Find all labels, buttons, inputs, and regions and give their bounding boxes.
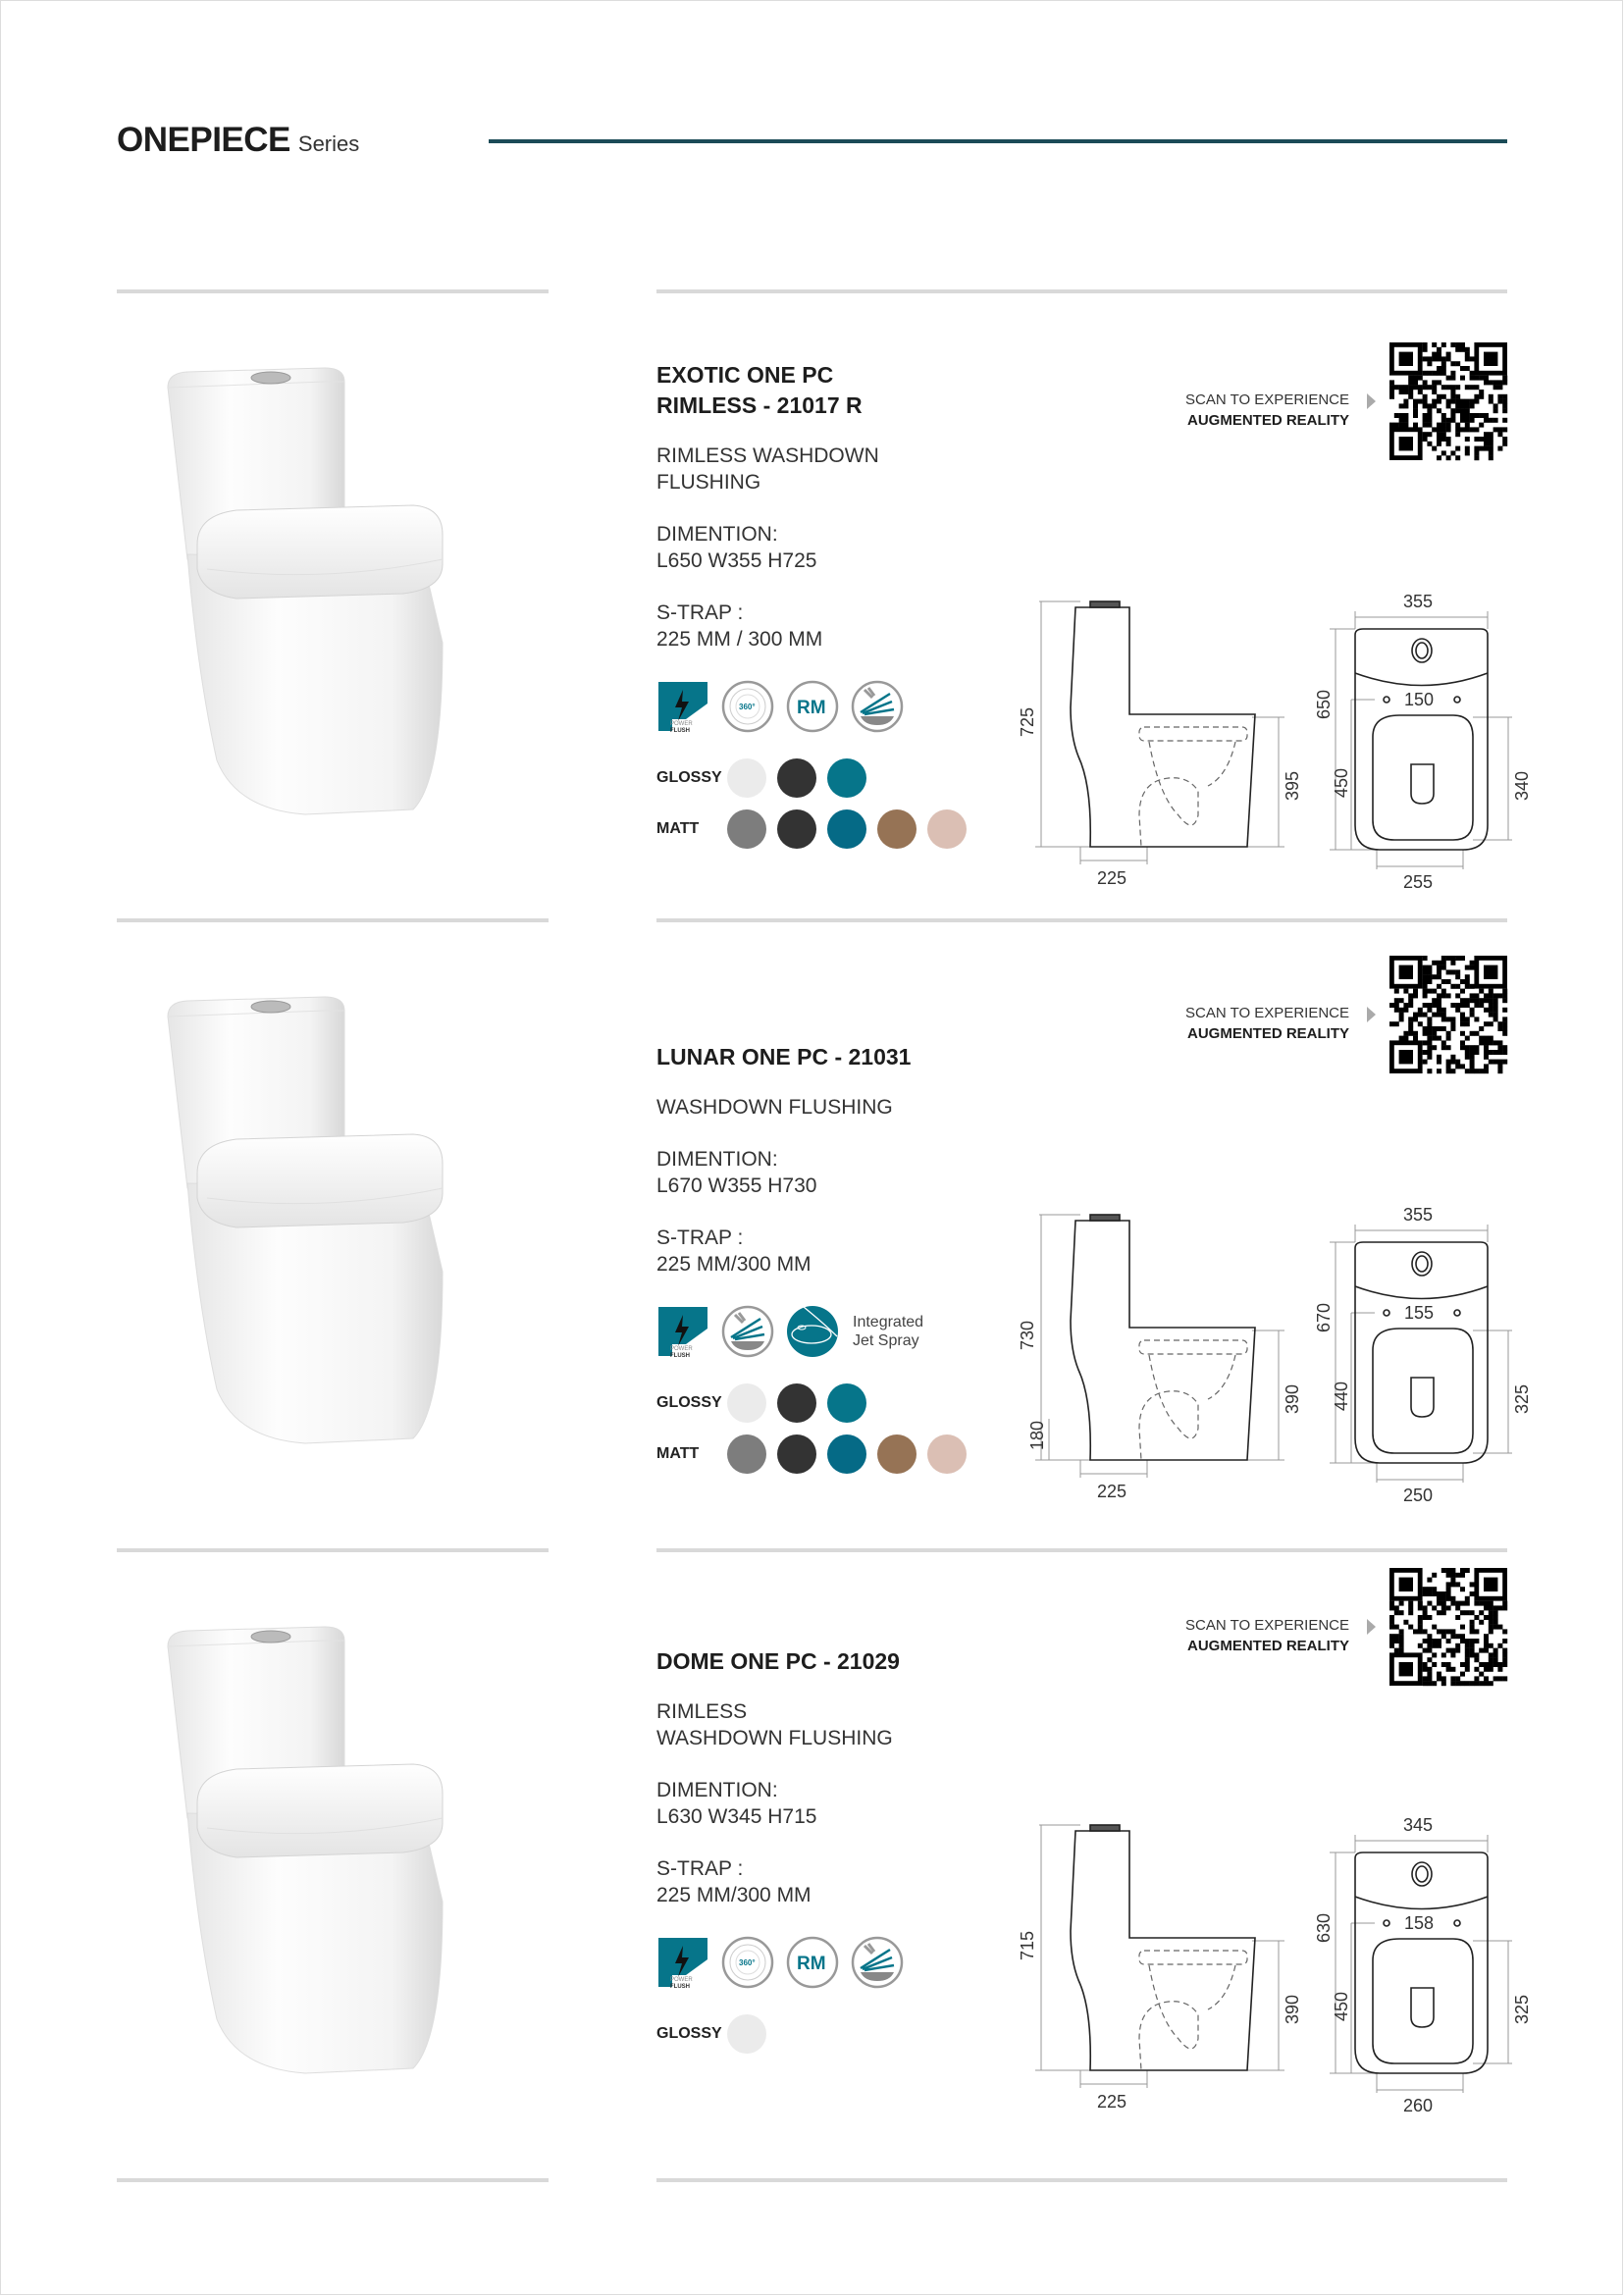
color-swatch[interactable] [927, 1434, 967, 1474]
hand-spray-icon [721, 1305, 774, 1358]
svg-text:225: 225 [1097, 868, 1127, 888]
arrow-right-icon [1367, 1007, 1376, 1022]
color-swatch[interactable] [827, 758, 866, 798]
svg-text:355: 355 [1403, 1205, 1434, 1225]
flushing-type: WASHDOWN FLUSHING [656, 1096, 893, 1119]
color-swatch[interactable] [827, 1434, 866, 1474]
svg-text:395: 395 [1283, 770, 1302, 801]
ar-scan-text: SCAN TO EXPERIENCE AUGMENTED REALITY [1185, 1005, 1349, 1042]
color-swatch[interactable] [777, 1434, 816, 1474]
series-subtitle: Series [297, 131, 360, 156]
dimensions: DIMENTION: L670 W355 H730 [656, 1148, 817, 1197]
svg-text:180: 180 [1027, 1420, 1047, 1450]
svg-text:730: 730 [1018, 1320, 1037, 1350]
product-title: DOME ONE PC - 21029 [656, 1648, 900, 1674]
360-swirl-icon [721, 1936, 774, 1989]
product-section [1, 289, 1624, 918]
svg-text:345: 345 [1403, 1815, 1434, 1835]
svg-text:340: 340 [1512, 770, 1532, 801]
product-title: LUNAR ONE PC - 21031 [656, 1044, 912, 1069]
power-flush-icon [656, 1305, 709, 1358]
ar-qr-code[interactable] [1389, 342, 1507, 460]
top-view-drawing [1316, 1813, 1542, 2117]
color-swatch[interactable] [777, 758, 816, 798]
product-photo [148, 977, 521, 1487]
flushing-type: RIMLESS WASHDOWN FLUSHING [656, 444, 879, 494]
ar-qr-code[interactable] [1389, 956, 1507, 1073]
hand-spray-icon [851, 1936, 904, 1989]
color-swatch[interactable] [877, 1434, 917, 1474]
color-swatch[interactable] [827, 1383, 866, 1423]
side-view-drawing [1018, 590, 1316, 894]
section-divider [117, 2178, 549, 2182]
product-section [1, 1548, 1624, 2177]
arrow-right-icon [1367, 1619, 1376, 1635]
color-swatch[interactable] [777, 1383, 816, 1423]
svg-text:POWER: POWER [670, 1977, 693, 1983]
finish-row [656, 1382, 977, 1425]
svg-text:360°: 360° [739, 703, 756, 711]
svg-text:150: 150 [1404, 690, 1435, 709]
finish-label: GLOSSY [656, 1394, 722, 1411]
svg-text:158: 158 [1404, 1913, 1435, 1933]
svg-text:440: 440 [1332, 1381, 1351, 1411]
s-trap: S-TRAP : 225 MM/300 MM [656, 1226, 812, 1276]
ar-scan-text: SCAN TO EXPERIENCE AUGMENTED REALITY [1185, 391, 1349, 429]
svg-text:355: 355 [1403, 592, 1434, 611]
finish-label: GLOSSY [656, 769, 722, 786]
hand-spray-icon [851, 680, 904, 733]
feature-icons [656, 1303, 977, 1360]
finish-row [656, 2012, 904, 2056]
svg-text:450: 450 [1332, 1991, 1351, 2021]
svg-text:360°: 360° [739, 1958, 756, 1967]
side-view-drawing [1018, 1203, 1316, 1507]
svg-text:155: 155 [1404, 1303, 1435, 1323]
ar-scan-text: SCAN TO EXPERIENCE AUGMENTED REALITY [1185, 1617, 1349, 1654]
dimensions: DIMENTION: L650 W355 H725 [656, 523, 817, 572]
finish-label: MATT [656, 820, 700, 837]
finish-row [656, 756, 977, 800]
series-title: ONEPIECE [117, 121, 290, 159]
svg-text:RM: RM [797, 1954, 826, 1974]
product-info [656, 360, 977, 851]
360-swirl-icon [721, 680, 774, 733]
jet-spray-icon [786, 1305, 839, 1358]
dimensions: DIMENTION: L630 W345 H715 [656, 1779, 817, 1828]
product-info [656, 1042, 977, 1476]
feature-label: Integrated Jet Spray [853, 1314, 924, 1349]
s-trap: S-TRAP : 225 MM / 300 MM [656, 601, 823, 651]
feature-icons [656, 1934, 904, 1991]
product-section [1, 918, 1624, 1547]
header-rule [489, 139, 1507, 143]
s-trap: S-TRAP : 225 MM/300 MM [656, 1857, 812, 1906]
color-swatch[interactable] [827, 809, 866, 849]
svg-text:715: 715 [1018, 1930, 1037, 1960]
color-swatch[interactable] [777, 809, 816, 849]
finish-row [656, 808, 977, 851]
svg-text:630: 630 [1314, 1912, 1334, 1943]
color-swatch[interactable] [727, 809, 766, 849]
rimless-rm-icon [786, 680, 839, 733]
finish-label: GLOSSY [656, 2025, 722, 2042]
svg-text:325: 325 [1512, 1994, 1532, 2024]
rimless-rm-icon [786, 1936, 839, 1989]
product-title: EXOTIC ONE PC RIMLESS - 21017 R [656, 362, 863, 418]
svg-text:FLUSH: FLUSH [670, 1353, 690, 1359]
arrow-right-icon [1367, 393, 1376, 409]
svg-text:725: 725 [1018, 706, 1037, 737]
color-swatch[interactable] [877, 809, 917, 849]
color-swatch[interactable] [727, 1434, 766, 1474]
svg-text:260: 260 [1403, 2096, 1434, 2115]
svg-text:POWER: POWER [670, 1346, 693, 1352]
svg-text:650: 650 [1314, 689, 1334, 719]
svg-text:450: 450 [1332, 767, 1351, 798]
svg-text:250: 250 [1403, 1486, 1434, 1505]
page-header [117, 121, 359, 160]
svg-text:FLUSH: FLUSH [670, 1984, 690, 1990]
flushing-type: RIMLESS WASHDOWN FLUSHING [656, 1700, 893, 1749]
svg-text:FLUSH: FLUSH [670, 728, 690, 734]
power-flush-icon [656, 1936, 709, 1989]
ar-qr-code[interactable] [1389, 1568, 1507, 1686]
color-swatch[interactable] [927, 809, 967, 849]
svg-text:225: 225 [1097, 1482, 1127, 1501]
top-view-drawing [1316, 1203, 1542, 1507]
top-view-drawing [1316, 590, 1542, 894]
product-info [656, 1646, 904, 2056]
finish-label: MATT [656, 1445, 700, 1462]
feature-icons [656, 678, 977, 735]
svg-text:RM: RM [797, 698, 826, 718]
section-divider [656, 2178, 1507, 2182]
svg-text:390: 390 [1283, 1994, 1302, 2024]
svg-text:670: 670 [1314, 1302, 1334, 1332]
svg-text:225: 225 [1097, 2092, 1127, 2112]
color-swatch[interactable] [727, 2014, 766, 2054]
color-swatch[interactable] [727, 1383, 766, 1423]
side-view-drawing [1018, 1813, 1316, 2117]
svg-text:325: 325 [1512, 1383, 1532, 1414]
finish-row [656, 1433, 977, 1476]
power-flush-icon [656, 680, 709, 733]
color-swatch[interactable] [727, 758, 766, 798]
product-photo [148, 1607, 521, 2117]
product-photo [148, 348, 521, 859]
svg-text:390: 390 [1283, 1383, 1302, 1414]
svg-text:POWER: POWER [670, 721, 693, 727]
svg-text:255: 255 [1403, 872, 1434, 892]
